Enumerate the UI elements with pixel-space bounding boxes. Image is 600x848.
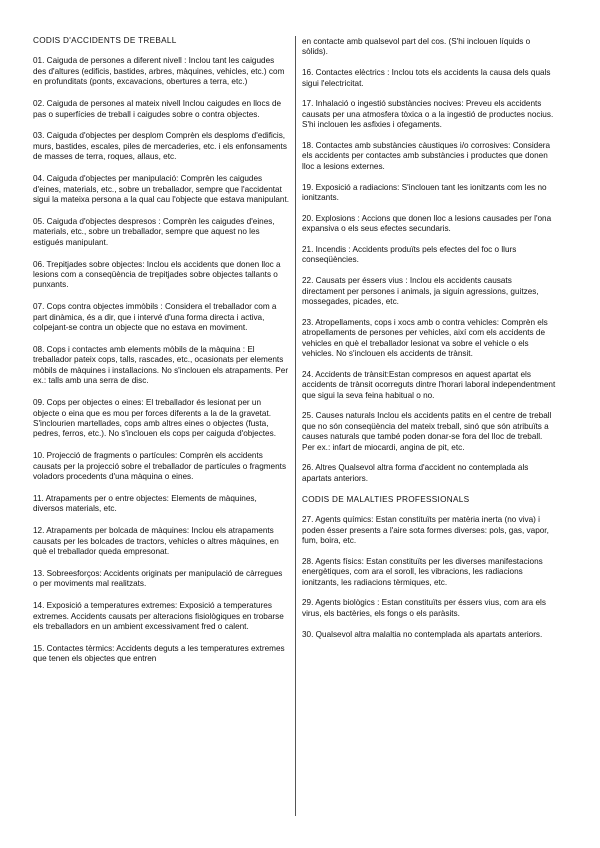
accident-code-24: 24. Accidents de trànsit:Estan compresos en aquest apartat els accidents de trànsit ocorreguts dintre l'horari laboral independentment que sigui la seva feina habitual o no.: [302, 369, 556, 400]
column-divider: [295, 36, 296, 816]
accident-code-09: 09. Cops per objectes o eines: El treballador és lesionat per un objecte o eina que es mou per forces diferents a la de la gravetat. S'inclourien martellades, cops amb altres eines o objectes (fusta, pedres, ferros, etc.). No s'inclouen els cops per caiguda d'objectes.: [33, 398, 276, 439]
accident-code-19: 19. Exposició a radiacions: S'inclouen tant les ionitzants com les no ionitzants.: [302, 182, 547, 203]
accident-code-11: 11. Atrapaments per o entre objectes: Elements de màquines, diversos materials, etc.: [33, 494, 257, 514]
accident-code-26: 26. Altres Qualsevol altra forma d'accident no contemplada als apartats anteriors.: [302, 463, 529, 483]
accident-code-23: 23. Atropellaments, cops i xocs amb o contra vehicles: Comprèn els atropellaments de persones per vehicles, així com els accidents de vehicles en què el treballador lesionat va sobre el vehicle o els vehicles. No s'inclouen els accidents de trànsit.: [302, 317, 548, 359]
accident-code-15: 15. Contactes tèrmics: Accidents deguts a les temperatures extremes que tenen els objectes que entren: [33, 644, 285, 664]
accident-code-02: 02. Caiguda de persones al mateix nivell Inclou caigudes en llocs de pas o superfícies de treball i caigudes sobre o contra objectes.: [33, 99, 282, 119]
accident-code-16: 16. Contactes elèctrics : Inclou tots els accidents la causa dels quals sigui l'electricitat.: [302, 68, 551, 88]
disease-code-28: 28. Agents físics: Estan constituïts per les diverses manifestacions energètiques, com ara el soroll, les vibracions, les radiacions ionitzants, les radiacions tèrmiques, etc.: [302, 556, 543, 587]
left-column: [33, 36, 289, 676]
accident-code-01: 01. Caiguda de persones a diferent nivell : Inclou tant les caigudes des d'altures (edificis, bastides, arbres, màquines, vehicles, etc.) com en profunditats (ponts, excavacions, obertures a terra, etc.): [33, 56, 285, 87]
accident-code-07: 07. Cops contra objectes immòbils : Considera el treballador com a part dinàmica, és a dir, que i intervé d'una forma directa i activa, colpejant-se contra un objecte que no estava en moviment.: [33, 302, 277, 333]
work-accidents-heading: CODIS D'ACCIDENTS DE TREBALL: [33, 36, 177, 45]
occupational-diseases-heading: CODIS DE MALALTIES PROFESSIONALS: [302, 494, 470, 504]
accident-code-04: 04. Caiguda d'objectes per manipulació: Comprèn les caigudes d'eines, materials, etc., sobre un treballador, sempre que l'accidentat sigui la mateixa persona a la qual cau l'objecte que estava manipulant.: [33, 174, 289, 204]
accident-code-12: 12. Atrapaments per bolcada de màquines: Inclou els atrapaments causats per les bolcades de tractors, vehicles o altres màquines, en què el treballador queda empresonat.: [33, 526, 279, 557]
right-column: [302, 37, 556, 650]
accident-code-08: 08. Cops i contactes amb elements mòbils de la màquina : El treballador pateix cops, talls, rascades, etc., ocasionats per elements mòbils de màquines i installacions. No s'inclouen els atrapaments. Per ex.: talls amb una serra de disc.: [33, 345, 289, 386]
accident-code-13: 13. Sobreesforços: Accidents originats per manipulació de càrregues o per moviments mal realitzats.: [33, 569, 283, 589]
accident-code-10: 10. Projecció de fragments o partícules: Comprèn els accidents causats per la projecció sobre el treballador de partícules o fragments voladors procedents d'una màquina o eines.: [33, 451, 287, 482]
disease-code-27: 27. Agents químics: Estan constituïts per matèria inerta (no viva) i poden ésser presents a l'aire sota formes diverses: pols, gas, vapor, fum, boira, etc.: [302, 515, 549, 545]
accident-code-25: 25. Causes naturals Inclou els accidents patits en el centre de treball que no són conseqüència del mateix treball, sinó que són atribuïts a causes naturals que també poden donar-se fora del lloc de treball. Per ex.: infart de miocardi, angina de pit, etc.: [302, 411, 552, 452]
accident-code-22: 22. Causats per éssers vius : Inclou els accidents causats directament per persones i animals, ja siguin agressions, guitzes, mossegades, picades, etc.: [302, 276, 539, 307]
accident-code-06: 06. Trepitjades sobre objectes: Inclou els accidents que donen lloc a lesions com a conseqüència de trepitjades sobre objectes tallants o punxants.: [33, 259, 281, 290]
accident-code-18: 18. Contactes amb substàncies càustiques i/o corrosives: Considera els accidents per contactes amb substàncies i productes que donen lloc a lesions externes.: [302, 141, 551, 171]
accident-code-20: 20. Explosions : Accions que donen lloc a lesions causades per l'ona expansiva o els seus efectes secundaris.: [302, 213, 552, 234]
accident-code-14: 14. Exposició a temperatures extremes: Exposició a temperatures extremes. Accidents causats per alteracions fisiològiques en trobarse els treballadors en un ambient excessivament fred o calent.: [33, 601, 284, 632]
accident-code-03: 03. Caiguda d'objectes per desplom Comprèn els desploms d'edificis, murs, bastides, escales, piles de mercaderies, etc. i els enfonsaments de masses de terra, roques, allaus, etc.: [33, 131, 287, 162]
accident-code-21: 21. Incendis : Accidents produïts pels efectes del foc o llurs conseqüències.: [302, 245, 517, 265]
accident-code-05: 05. Caiguda d'objectes despresos : Comprèn les caigudes d'eines, materials, etc., sobre un treballador, sempre que aquest no les estigués manipulant.: [33, 216, 275, 247]
disease-code-29: 29. Agents biològics : Estan constituïts per éssers vius, com ara els virus, els bactèries, els fongs o els paràsits.: [302, 598, 546, 618]
disease-code-30: 30. Qualsevol altra malaltia no contemplada als apartats anteriors.: [302, 629, 543, 639]
accident-code-15-continued: en contacte amb qualsevol part del cos. (S'hi inclouen líquids o sòlids).: [302, 37, 531, 57]
accident-code-17: 17. Inhalació o ingestió substàncies nocives: Preveu els accidents causats per una atmosfera tòxica o a la ingestió de productes nocius. S'hi inclouen les asfixies i ofegaments.: [302, 99, 554, 130]
